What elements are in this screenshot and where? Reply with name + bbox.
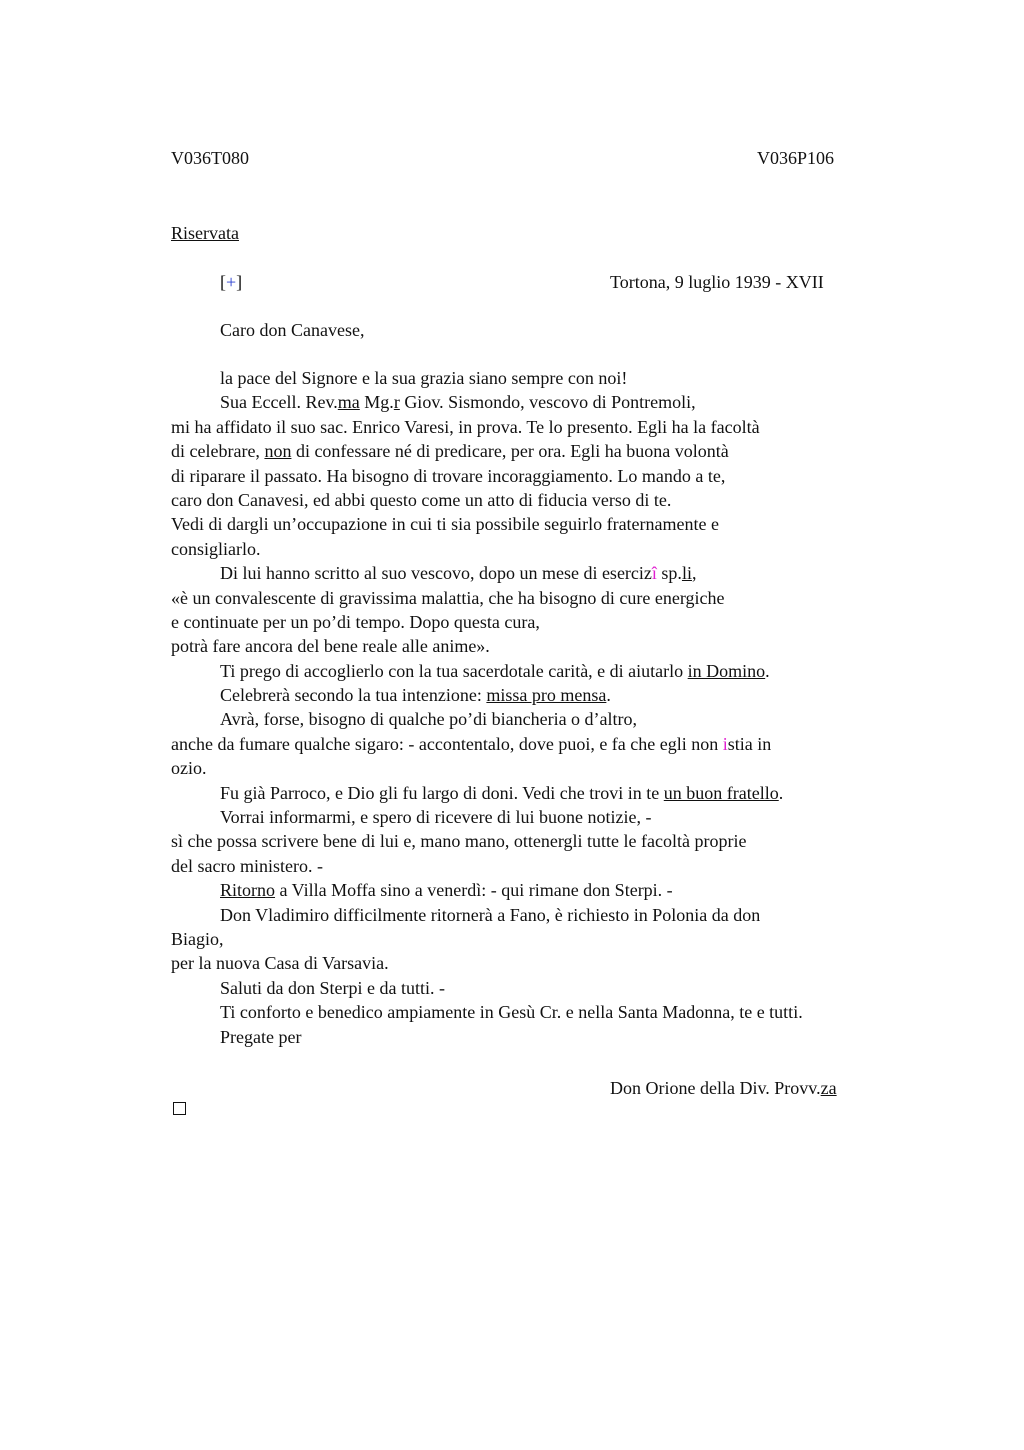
abbrev-superscript: li — [681, 563, 692, 584]
body-line — [171, 878, 911, 902]
underlined-phrase: missa pro mensa — [486, 685, 607, 706]
text-run: Di lui hanno scritto al suo vescovo, dopo un mese di eserciz — [220, 563, 652, 584]
abbrev-superscript: ma — [337, 392, 360, 413]
body-line: di riparare il passato. Ha bisogno di trovare incoraggiamento. Lo mando a te, — [171, 465, 726, 486]
letter-body — [171, 366, 911, 1049]
highlighted-char: î — [651, 563, 657, 584]
text-run: sp. — [656, 563, 682, 584]
body-line: ozio. — [171, 758, 207, 779]
signature-text: Don Orione della Div. Provv. — [610, 1078, 821, 1098]
body-line: sì che possa scrivere bene di lui e, mano mano, ottenergli tutte le facoltà proprie — [171, 831, 747, 852]
body-line — [171, 659, 911, 683]
body-line: per la nuova Casa di Varsavia. — [171, 953, 389, 974]
document-code-left: V036T080 — [171, 148, 249, 168]
text-run: Ti prego di accoglierlo con la tua sacerdotale carità, e di aiutarlo — [220, 660, 688, 681]
signature — [610, 1076, 837, 1100]
text-run: stia in — [727, 733, 772, 754]
underlined-phrase: un buon fratello — [663, 782, 779, 803]
text-run: Giov. Sismondo, vescovo di Pontremoli, — [399, 392, 696, 413]
underlined-phrase: in Domino — [687, 660, 766, 681]
body-line: Saluti da don Sterpi e da tutti. - — [220, 977, 445, 998]
body-line: Biagio, — [171, 928, 224, 949]
text-run: Celebrerà secondo la tua intenzione: — [220, 685, 487, 706]
abbrev-superscript: za — [820, 1078, 837, 1098]
body-line: Ti conforto e benedico ampiamente in Gesù Cr. e nella Santa Madonna, te e tutti. — [220, 1002, 803, 1023]
body-line — [171, 439, 911, 463]
underlined-word: Ritorno — [220, 880, 276, 901]
body-line — [171, 390, 911, 414]
text-run: di celebrare, — [171, 441, 265, 462]
text-run: . — [606, 685, 611, 706]
body-line — [171, 683, 911, 707]
text-run: . — [778, 782, 784, 803]
body-line: Avrà, forse, bisogno di qualche po’di biancheria o d’altro, — [220, 709, 638, 730]
body-line: del sacro ministero. - — [171, 855, 323, 876]
salutation: Caro don Canavese, — [220, 320, 365, 340]
body-line — [171, 781, 911, 805]
cross-bracket-open: [ — [220, 272, 226, 292]
body-line: la pace del Signore e la sua grazia siano sempre con noi! — [220, 368, 628, 388]
body-line: Vorrai informarmi, e spero di ricevere di lui buone notizie, - — [220, 807, 652, 828]
underlined-word: non — [264, 441, 292, 462]
body-line: caro don Canavesi, ed abbi questo come un atto di fiducia verso di te. — [171, 489, 672, 510]
body-line: mi ha affidato il suo sac. Enrico Varesi, in prova. Te lo presento. Egli ha la facoltà — [171, 416, 760, 437]
body-line — [171, 561, 911, 585]
text-run: Mg. — [359, 392, 394, 413]
body-line: potrà fare ancora del bene reale alle anime». — [171, 636, 490, 657]
body-line: e continuate per un po’di tempo. Dopo questa cura, — [171, 611, 540, 632]
text-run: a Villa Moffa sino a venerdì: - qui rimane don Sterpi. - — [275, 880, 673, 901]
body-line: Vedi di dargli un’occupazione in cui ti sia possibile seguirlo fraternamente e — [171, 514, 719, 535]
cross-icon: + — [226, 272, 237, 292]
abbrev-superscript: r — [393, 392, 400, 413]
body-line: Pregate per — [220, 1026, 302, 1047]
text-run: . — [765, 660, 770, 681]
end-box-icon — [173, 1102, 186, 1115]
text-run: di confessare né di predicare, per ora. Egli ha buona volontà — [291, 441, 729, 462]
cross-mark — [220, 270, 242, 294]
body-line — [171, 732, 911, 756]
text-run: Fu già Parroco, e Dio gli fu largo di doni. Vedi che trovi in te — [220, 782, 664, 803]
body-line: consigliarlo. — [171, 538, 261, 559]
cross-bracket-close: ] — [236, 272, 243, 292]
text-run: Sua Eccell. Rev. — [220, 392, 338, 413]
text-run: anche da fumare qualche sigaro: - accontentalo, dove puoi, e fa che egli non — [171, 733, 723, 754]
document-code-right: V036P106 — [757, 148, 835, 168]
body-line: Don Vladimiro difficilmente ritornerà a Fano, è richiesto in Polonia da don — [220, 904, 761, 925]
highlighted-char: i — [722, 733, 728, 754]
reserved-label: Riservata — [171, 223, 239, 243]
place-date: Tortona, 9 luglio 1939 - XVII — [610, 272, 824, 292]
body-line: «è un convalescente di gravissima malattia, che ha bisogno di cure energiche — [171, 587, 725, 608]
text-run: , — [691, 563, 697, 584]
